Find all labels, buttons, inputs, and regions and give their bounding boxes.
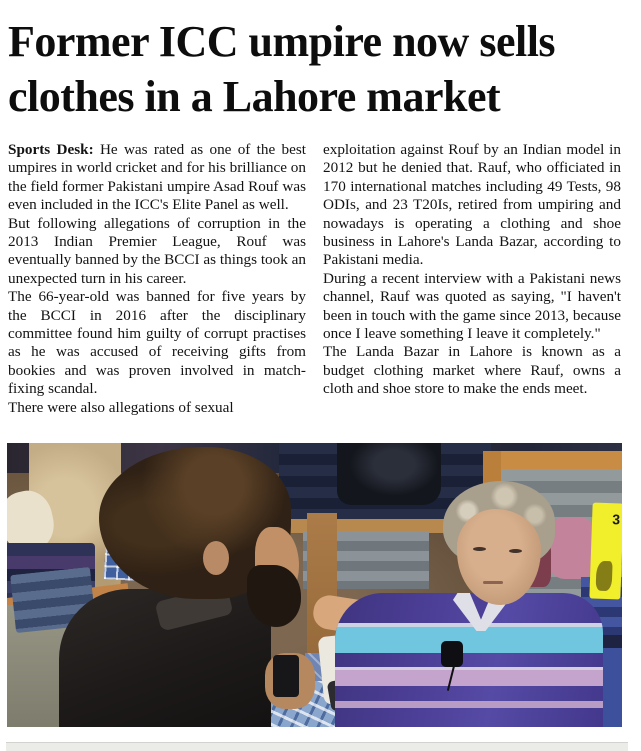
paragraph: During a recent interview with a Pakistani news channel, Rauf was quoted as saying, "I haven't been in touch with the game since 2013, because once I leave something I leave it completely." [323, 269, 621, 343]
reporter-beard [247, 565, 301, 627]
paragraph: There were also allegations of sexual [8, 398, 234, 416]
banner-number: 3 [612, 511, 621, 528]
polo-stripe-cyan [335, 627, 603, 653]
shelf-wood-top [483, 451, 622, 469]
polo-stripe-lavender [335, 670, 603, 686]
article-photo [7, 443, 622, 727]
lead-text: He was rated as one of the best umpires in world cricket and for his brilliance on the field former Pakistani umpire Asad Rouf was even included in the ICC's Elite Panel as well. [8, 141, 306, 214]
article-headline: Former ICC umpire now sells clothes in a Lahore market [8, 17, 556, 121]
paragraph: The 66-year-old was banned for five years by the BCCI in 2016 after the disciplinary committee found him guilty of corrupt practises as he was accused of receiving gifts from bookies and was proven involved in match-fixing scandal. [8, 288, 306, 398]
section-label: Sports Desk: [8, 141, 94, 158]
reporter-ear [203, 541, 229, 575]
yellow-price-banner [589, 502, 622, 599]
polo-stripe-lavender-thin [335, 701, 603, 708]
hanging-bag [337, 443, 441, 505]
article-body [8, 141, 621, 417]
lead-paragraph [8, 141, 306, 215]
paragraph: The Landa Bazar in Lahore is known as a budget clothing market where Rauf, owns a cloth and shoe store to make the ends meet. [323, 343, 621, 398]
lapel-mic [441, 641, 463, 667]
column-right [323, 141, 621, 417]
column-left [8, 141, 306, 417]
voice-recorder [273, 655, 299, 697]
paragraph: But following allegations of corruption in the 2013 Indian Premier League, Rouf was eventually banned by the BCCI as things took an unexpected turn in his career. [8, 214, 306, 287]
paragraph: exploitation against Rouf by an Indian model in 2012 but he denied that. Rauf, who officiated in 170 international matches including 49 Tests, 98 ODIs, and 23 T20Is, retired from umpiring and nowadays is operating a clothing and shoe business in Lahore's Landa Bazar, according to Pakistani media. [323, 141, 621, 269]
